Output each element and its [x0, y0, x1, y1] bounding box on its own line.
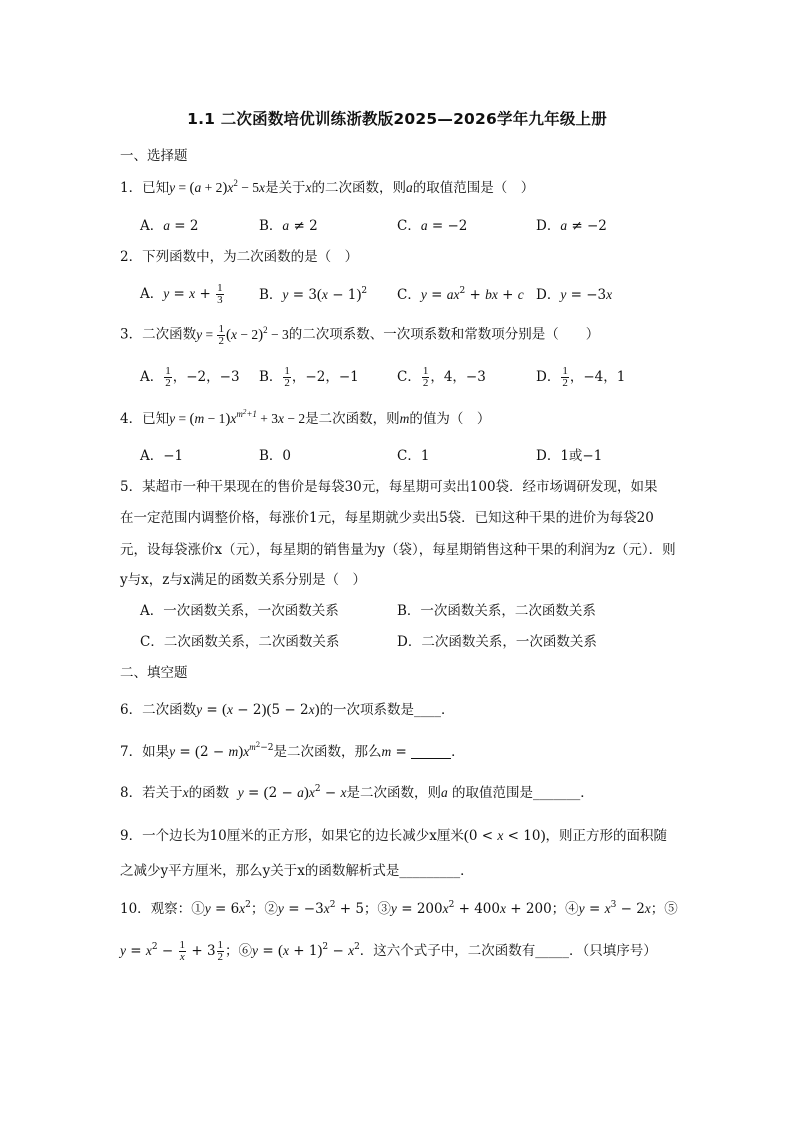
- q4-formula: $y = (m - 1)x^{m^2+1} + 3x - 2$: [169, 408, 306, 427]
- q4-option-b: B．0: [259, 448, 292, 464]
- question-5-line-3: 元，设每袋涨价x（元），每星期的销售量为y（袋），每星期销售这种干果的利润为z（元）．则: [120, 542, 676, 558]
- q1-formula: $y = (a + 2)x^2 - 5x$: [169, 178, 265, 196]
- q2-option-a: A．y = x + $\frac{1}{3}$: [140, 282, 223, 306]
- question-5-line-1: 5．某超市一种干果现在的售价是每袋30元，每星期可卖出100袋．经市场调研发现，如果: [120, 479, 658, 495]
- question-5-line-4: y与x，z与x满足的函数关系分别是（ ）: [120, 572, 366, 588]
- question-7: 7．如果$y = (2 - m)x^{m^2-2}$是二次函数，那么m = ．: [120, 741, 465, 760]
- q3-option-d: D． $\frac{1}{2}$ ，−4，1: [536, 365, 626, 389]
- q4-option-c: C．1: [397, 448, 430, 464]
- q3-option-a: A． $\frac{1}{2}$ ，−2，−3: [140, 365, 240, 389]
- question-3: 3．二次函数y = $\frac{1}{2}$ $(x - 2)^2 - 3$的二次项系数、一次项系数和常数项分别是（ ）: [120, 323, 600, 347]
- question-5-line-2: 在一定范围内调整价格，每涨价1元，每星期就少卖出5袋．已知这种干果的进价为每袋20: [120, 510, 654, 526]
- q4-option-d: D．1或−1: [536, 448, 603, 464]
- question-10-line-2: $y = x^2$ − $\frac{1}{x}$ + 3 $\frac{1}{2}$ ；⑥y = $(x + 1)^2 - x^2$．这六个式子中，二次函数有_____．（只填序号）: [120, 939, 657, 963]
- question-9-line-2: 之减少y平方厘米，那么y关于x的函数解析式是_________．: [120, 863, 474, 879]
- q3-formula: y = $\frac{1}{2}$ $(x - 2)^2 - 3$: [196, 323, 289, 347]
- q3-option-b: B． $\frac{1}{2}$ ，−2，−1: [259, 365, 359, 389]
- q4-option-a: A．−1: [140, 448, 184, 464]
- section-choice-heading: 一、选择题: [120, 148, 188, 164]
- q5-option-d: D．二次函数关系，一次函数关系: [397, 634, 597, 650]
- question-10-line-1: 10．观察：①y = $6x^2$；②y = $-3x^2 + 5$；③y = $200x^2 + 400x + 200$；④y = $x^3 - 2x$；⑤: [120, 900, 678, 917]
- q1-option-a: A．a = 2: [140, 218, 199, 234]
- q1-option-c: C．a = −2: [397, 218, 468, 234]
- question-4: 4．已知$y = (m - 1)x^{m^2+1} + 3x - 2$是二次函数，则m的值为（ ）: [120, 408, 491, 427]
- q2-option-d: D．y = −3x: [536, 287, 613, 303]
- page-title: 1.1 二次函数培优训练浙教版2025—2026学年九年级上册: [187, 110, 607, 128]
- question-6: 6．二次函数y = (x − 2)(5 − 2x)的一次项系数是____．: [120, 702, 455, 718]
- q5-option-a: A．一次函数关系，一次函数关系: [140, 603, 339, 619]
- q3-option-c: C． $\frac{1}{2}$ ，4，−3: [397, 365, 486, 389]
- q2-option-b: B．$y = 3(x - 1)^2$: [259, 286, 368, 303]
- q1-option-b: B．a ≠ 2: [259, 218, 318, 234]
- question-9-line-1: 9．一个边长为10厘米的正方形，如果它的边长减少x厘米(0 < x < 10)，则正方形的面积随: [120, 828, 667, 844]
- question-1: 1．已知$y = (a + 2)x^2 - 5x$是关于x的二次函数，则a的取值范围是（ ）: [120, 178, 535, 196]
- answer-blank[interactable]: [411, 744, 451, 759]
- question-8: 8．若关于x的函数 $y = (2 - a)x^2 - x$是二次函数，则a 的取值范围是_______．: [120, 784, 594, 801]
- q5-option-b: B．一次函数关系，二次函数关系: [397, 603, 596, 619]
- section-fill-heading: 二、填空题: [120, 665, 188, 681]
- q1-option-d: D．a ≠ −2: [536, 218, 607, 234]
- q2-option-c: C．$y = ax^2$ + bx + c: [397, 286, 524, 303]
- q5-option-c: C．二次函数关系，二次函数关系: [140, 634, 340, 650]
- question-2: 2．下列函数中，为二次函数的是（ ）: [120, 249, 359, 265]
